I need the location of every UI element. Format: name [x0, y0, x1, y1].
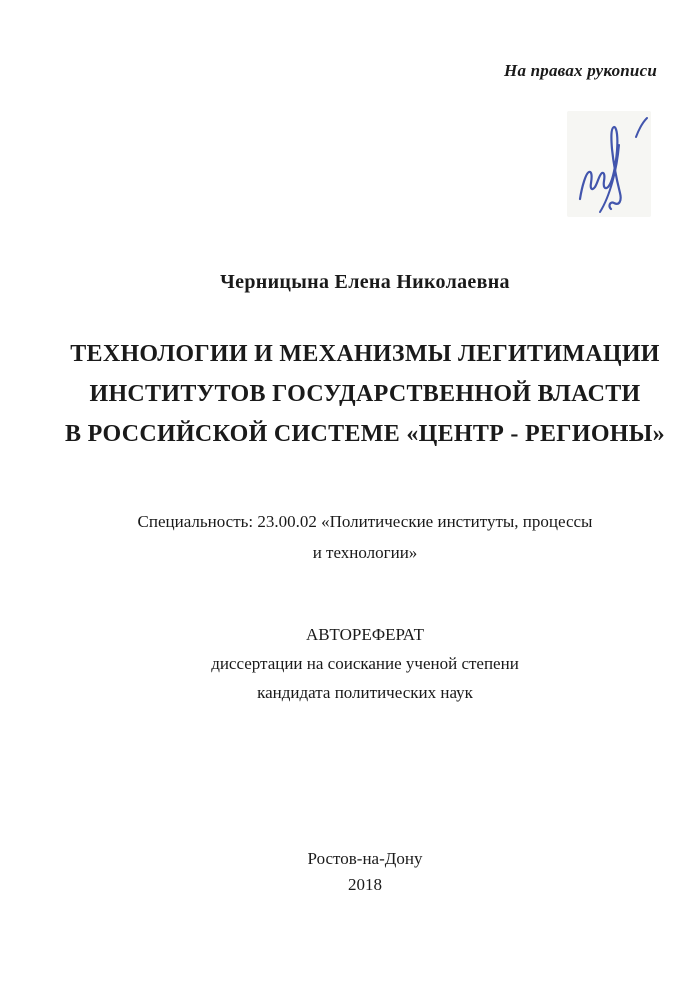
dissertation-title [25, 334, 700, 454]
title-line: ТЕХНОЛОГИИ И МЕХАНИЗМЫ ЛЕГИТИМАЦИИ [70, 341, 660, 367]
abstract-block [30, 620, 700, 707]
abstract-type-label: АВТОРЕФЕРАТ [306, 625, 424, 644]
imprint-block [30, 846, 700, 898]
city-label: Ростов-на-Дону [307, 849, 423, 868]
specialty-line: и технологии» [312, 543, 418, 562]
specialty-line: Специальность: 23.00.02 «Политические институты, процессы [137, 512, 593, 531]
author-name: Черницына Елена Николаевна [220, 271, 510, 293]
signature-stroke-tick [636, 118, 647, 137]
handwritten-signature-icon [567, 111, 651, 217]
manuscript-rights-annotation: На правах рукописи [504, 61, 657, 80]
abstract-line: кандидата политических наук [257, 683, 473, 702]
year-label: 2018 [348, 875, 382, 894]
abstract-line: диссертации на соискание ученой степени [211, 654, 519, 673]
specialty-block [30, 506, 700, 568]
title-line: В РОССИЙСКОЙ СИСТЕМЕ «ЦЕНТР - РЕГИОНЫ» [65, 421, 665, 447]
signature-stroke-main [580, 127, 621, 209]
title-line: ИНСТИТУТОВ ГОСУДАРСТВЕННОЙ ВЛАСТИ [89, 381, 641, 407]
